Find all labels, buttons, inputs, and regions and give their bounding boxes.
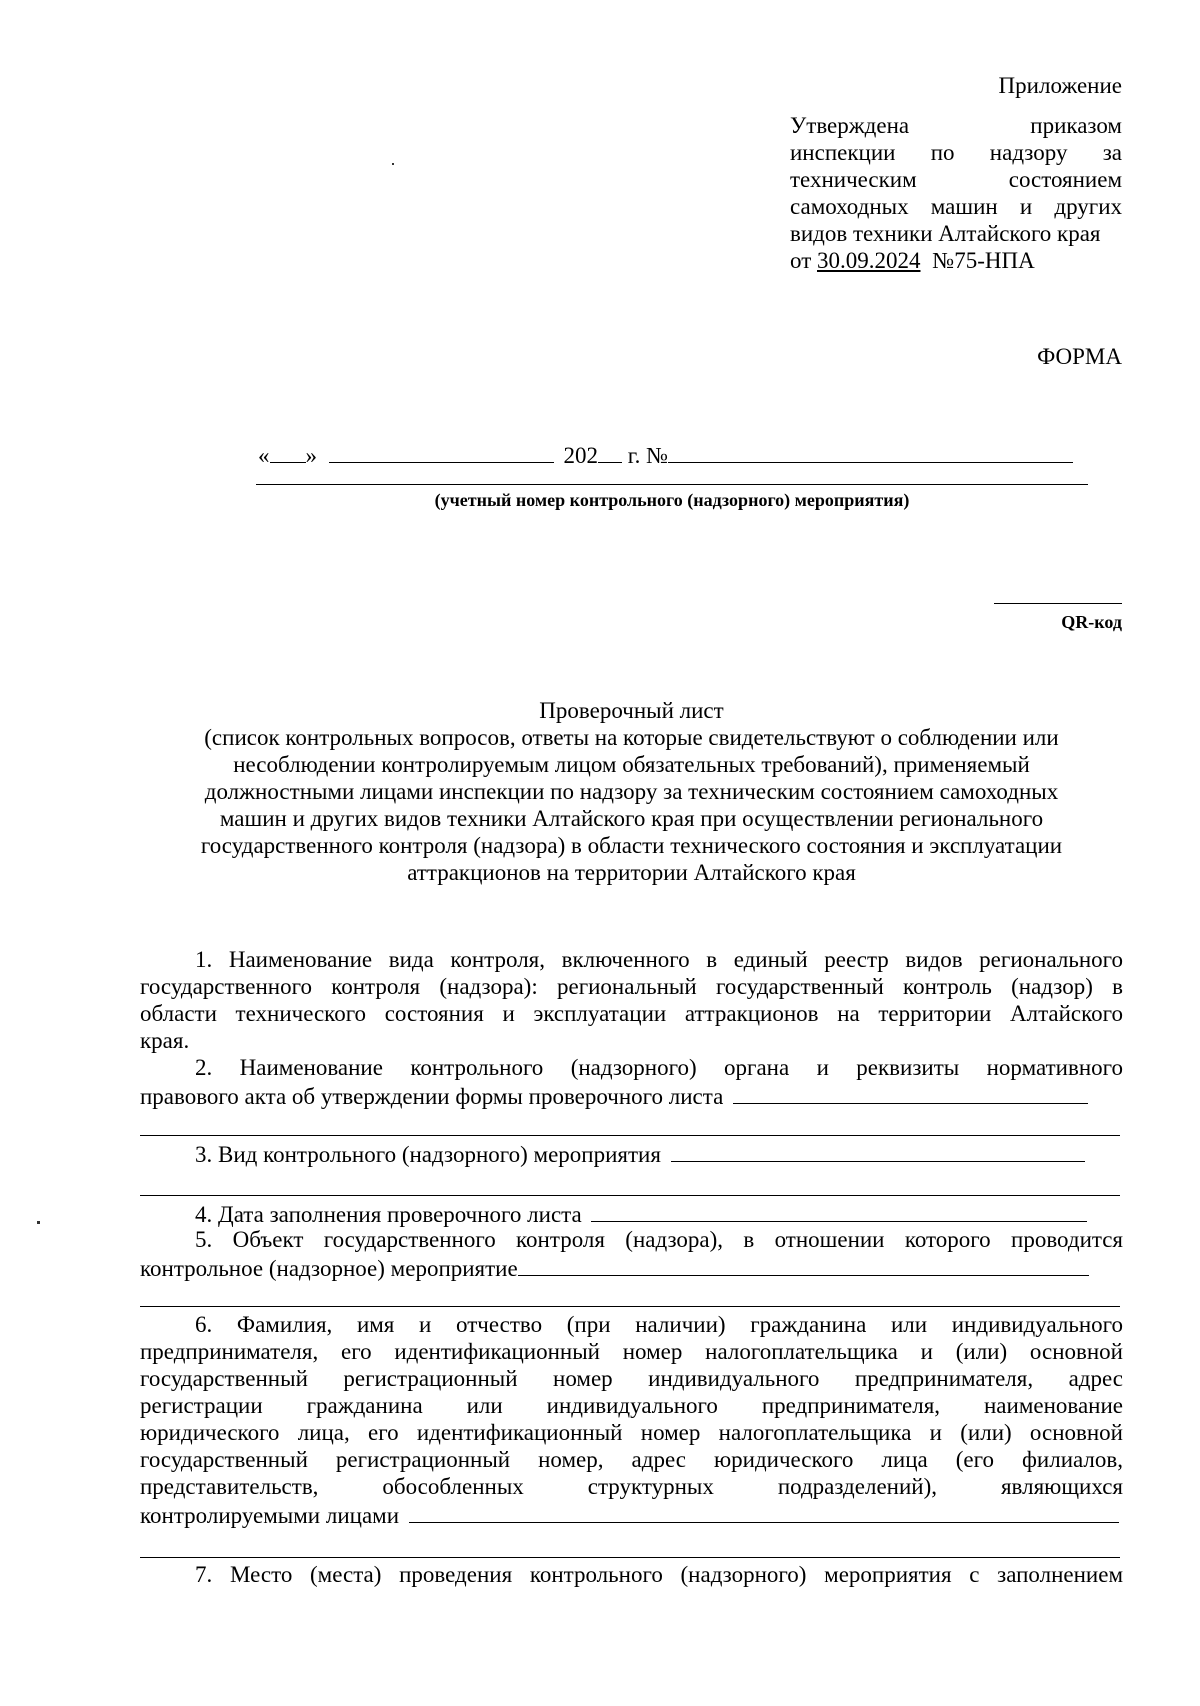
checklist-title [140,697,1123,886]
item-5-field-continuation[interactable] [140,1306,1120,1307]
number-field[interactable] [668,440,1073,463]
item-6-line: 6. Фамилия, имя и отчество (при наличии) гражданина или индивидуального [195,1312,1123,1337]
item-3-field-continuation[interactable] [140,1195,1120,1196]
item-6-line: юридического лица, его идентификационный номер налогоплательщика и (или) основной [140,1420,1123,1445]
title-line: аттракционов на территории Алтайского края [407,860,856,885]
approval-line: самоходных машин и других [790,194,1123,219]
scan-speck [37,1221,40,1224]
year-field[interactable] [598,440,622,463]
scan-speck [392,163,394,165]
item-1-line: государственного контроля (надзора): региональный государственный контроль (надзор) в [140,974,1123,999]
item-6-line: контролируемыми лицами [140,1500,1123,1529]
item-2-field-continuation[interactable] [140,1135,1120,1136]
approval-date-line: от 30.09.2024 №75-НПА [790,248,1035,273]
item-5 [140,1226,1123,1282]
form-label: ФОРМА [1037,344,1122,369]
item-3-field[interactable] [671,1139,1085,1162]
item-6-line: государственный регистрационный номер индивидуального предпринимателя, адрес [140,1366,1123,1391]
item-6-line: государственный регистрационный номер, адрес юридического лица (его филиалов, [140,1447,1123,1472]
title-main: Проверочный лист [539,698,724,723]
item-1-line: 1. Наименование вида контроля, включенного в единый реестр видов регионального [195,947,1123,972]
month-field[interactable] [329,440,554,463]
item-6-line: предпринимателя, его идентификационный номер налогоплательщика и (или) основной [140,1339,1123,1364]
qr-code-line[interactable] [994,603,1122,604]
approval-line: Утверждена приказом [790,113,1122,138]
item-2-field[interactable] [733,1081,1088,1104]
item-5-field[interactable] [518,1253,1089,1276]
title-line: несоблюдении контролируемым лицом обязательных требований), применяемый [233,752,1030,777]
item-1-line: края. [140,1028,190,1053]
title-line: должностными лицами инспекции по надзору за техническим состоянием самоходных [204,779,1059,804]
approval-number: №75-НПА [932,248,1035,273]
item-2-line: 2. Наименование контрольного (надзорного) органа и реквизиты нормативного [195,1055,1123,1080]
approval-line: инспекции по надзору за [790,140,1123,165]
form-date-line: « » 202 г. № [258,440,1088,469]
item-2 [140,1054,1123,1110]
item-7 [140,1561,1123,1588]
approval-line: видов техники Алтайского края [790,221,1101,246]
day-field[interactable] [270,440,306,463]
title-line: машин и других видов техники Алтайского края при осуществлении регионального [219,806,1044,831]
item-1 [140,946,1123,1054]
item-7-line: 7. Место (места) проведения контрольного (надзорного) мероприятия с заполнением [195,1562,1123,1587]
item-4: 4. Дата заполнения проверочного листа [140,1199,1123,1228]
item-4-field[interactable] [591,1199,1087,1222]
item-5-line: 5. Объект государственного контроля (надзора), в отношении которого проводится [195,1227,1123,1252]
item-2-line: правового акта об утверждении формы проверочного листа [140,1081,1123,1110]
registry-number-line[interactable] [256,484,1088,485]
item-6 [140,1311,1123,1529]
title-line: государственного контроля (надзора) в области технического состояния и эксплуатации [200,833,1063,858]
qr-code-label: QR-код [1061,612,1122,632]
item-3: 3. Вид контрольного (надзорного) мероприятия [140,1139,1123,1168]
item-1-line: области технического состояния и эксплуатации аттракционов на территории Алтайского [140,1001,1123,1026]
item-6-line: регистрации гражданина или индивидуального предпринимателя, наименование [140,1393,1123,1418]
approval-block [790,112,1122,274]
item-6-line: представительств, обособленных структурных подразделений), являющихся [140,1474,1123,1499]
approval-line: техническим состоянием [790,167,1122,192]
title-line: (список контрольных вопросов, ответы на которые свидетельствуют о соблюдении или [204,725,1059,750]
approval-date: 30.09.2024 [817,248,921,273]
item-5-line: контрольное (надзорное) мероприятие [140,1253,1123,1282]
appendix-label: Приложение [998,73,1122,98]
item-6-field-continuation[interactable] [140,1557,1120,1558]
item-6-field[interactable] [409,1500,1119,1523]
registry-number-caption: (учетный номер контрольного (надзорного) мероприятия) [434,490,910,510]
